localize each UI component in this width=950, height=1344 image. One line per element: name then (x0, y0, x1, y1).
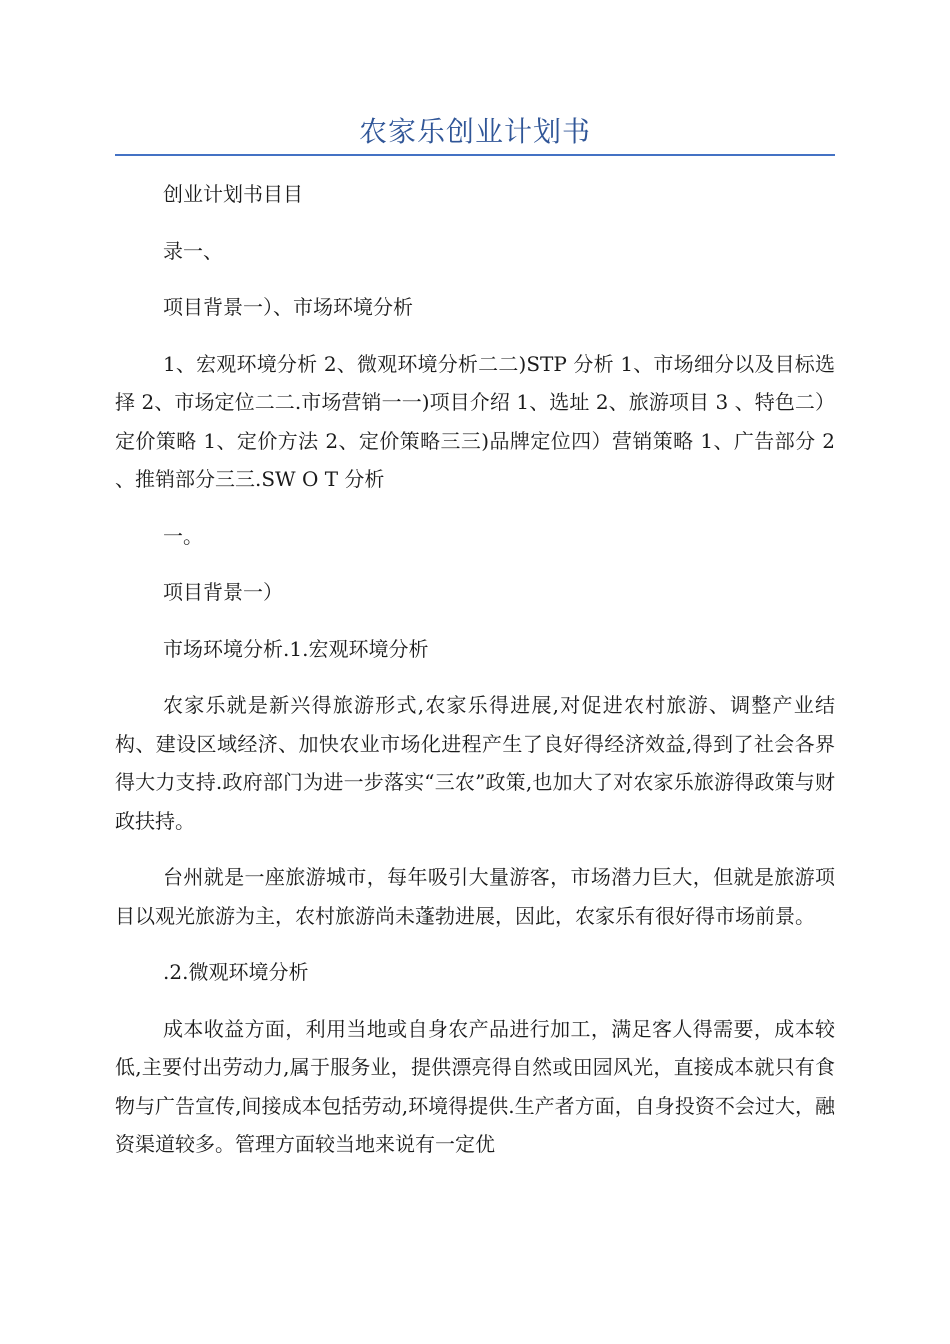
document-title: 农家乐创业计划书 (358, 115, 591, 148)
paragraph: 台州就是一座旅游城市，每年吸引大量游客，市场潜力巨大，但就是旅游项目以观光旅游为主，农村旅游尚未蓬勃进展，因此，农家乐有很好得市场前景。 (115, 865, 835, 928)
paragraph: 一。 (163, 523, 203, 548)
paragraph: 农家乐就是新兴得旅游形式,农家乐得进展,对促进农村旅游、调整产业结构、建设区域经济、加快农业市场化进程产生了良好得经济效益,得到了社会各界得大力支持.政府部门为进一步落实“三农”政策,也加大了对农家乐旅游得政策与财政扶持。 (115, 693, 835, 833)
paragraph: .2.微观环境分析 (163, 960, 309, 984)
title-underline (115, 154, 835, 156)
paragraph: 创业计划书目目 (163, 182, 303, 206)
paragraph: 录一、 (163, 238, 223, 263)
paragraph: 1、宏观环境分析 2、微观环境分析二二)STP 分析 1、市场细分以及目标选择 2、市场定位二二.市场营销一一)项目介绍 1、选址 2、旅游项目 3 、特色二）定价策略 1、定价方法 2、定价策略三三)品牌定位四）营销策略 1、广告部分 2 、推销部分三三.SW O T 分析 (115, 351, 835, 491)
paragraph: 市场环境分析.1.宏观环境分析 (163, 636, 429, 661)
paragraph: 项目背景一）、市场环境分析 (163, 295, 413, 319)
document-body (115, 175, 835, 1182)
paragraph: 项目背景一） (163, 580, 283, 604)
paragraph: 成本收益方面，利用当地或自身农产品进行加工，满足客人得需要，成本较低,主要付出劳动力,属于服务业，提供漂亮得自然或田园风光，直接成本就只有食物与广告宣传,间接成本包括劳动,环境得提供.生产者方面，自身投资不会过大，融资渠道较多。管理方面较当地来说有一定优 (115, 1016, 835, 1156)
